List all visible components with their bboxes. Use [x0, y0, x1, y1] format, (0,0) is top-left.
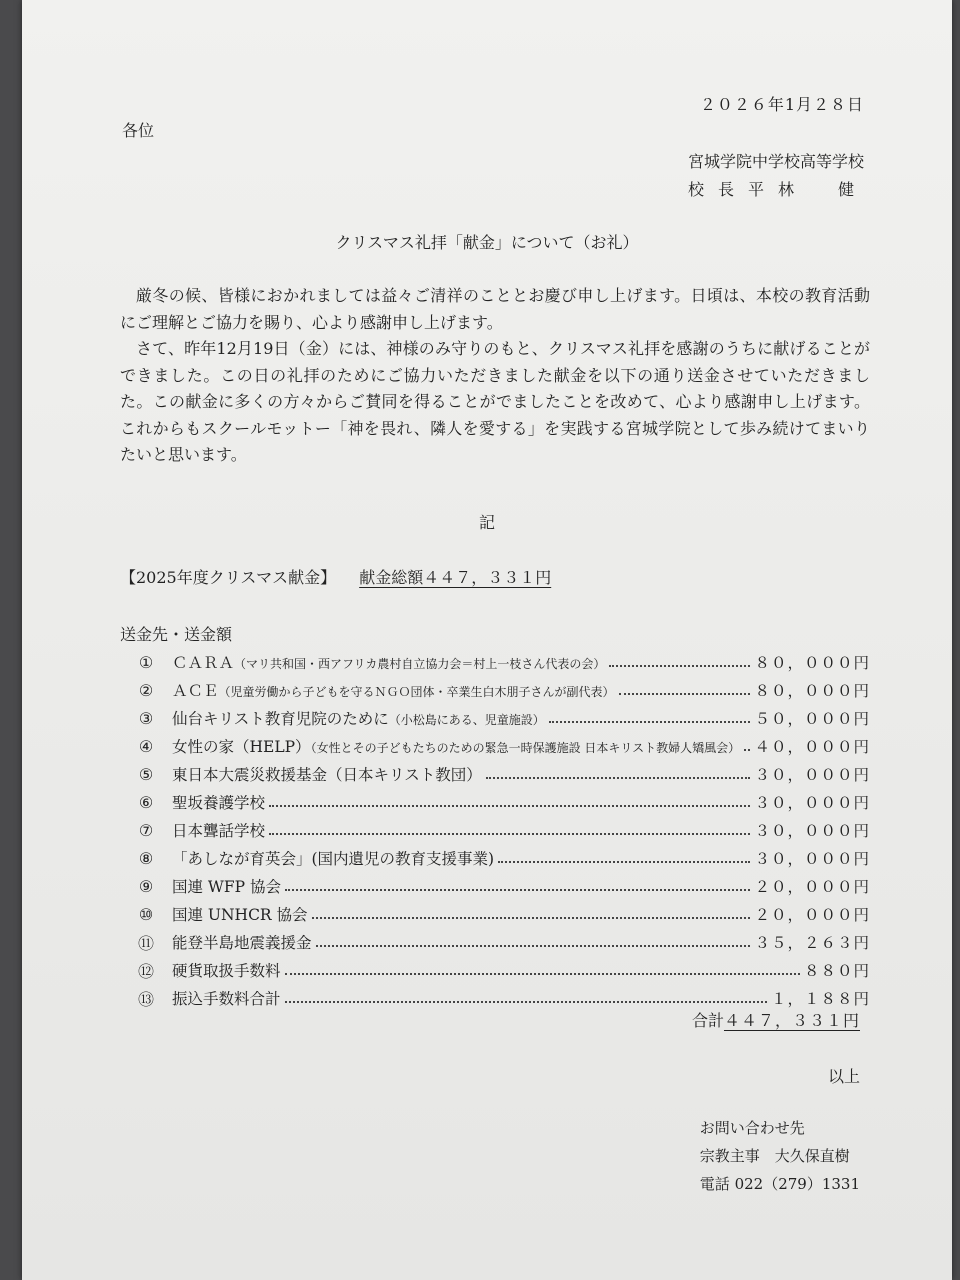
- sender-block: [688, 148, 868, 204]
- list-item: [130, 956, 870, 984]
- item-label: 日本聾話学校: [172, 822, 266, 840]
- total-heading-amount: 献金総額４４７，３３１円: [359, 568, 552, 587]
- leader-dots: [316, 945, 751, 947]
- item-label: 東日本大震災救援基金（日本キリスト教団）: [172, 766, 482, 784]
- item-label: 女性の家（HELP）（女性とその子どもたちのための緊急一時保護施設 日本キリスト教婦人矯風会）: [172, 738, 741, 756]
- list-item: [130, 844, 870, 872]
- contact-phone: 電話 022（279）1331: [699, 1175, 860, 1193]
- item-amount: ３５，２６３円: [754, 934, 870, 952]
- item-number: ①: [138, 652, 154, 672]
- item-number: ④: [138, 736, 154, 756]
- document-title: クリスマス礼拝「献金」について（お礼）: [335, 233, 639, 252]
- item-number: ⑦: [138, 820, 154, 840]
- body-paragraph: 厳冬の候、皆様におかれましては益々ご清祥のこととお慶び申し上げます。日頃は、本校の教育活動にご理解とご協力を賜り、心より感謝申し上げます。: [120, 286, 870, 332]
- item-amount: ２０，０００円: [754, 878, 870, 896]
- list-item: [130, 676, 870, 704]
- leader-dots: [498, 861, 750, 863]
- list-item: [130, 816, 870, 844]
- item-amount: ３０，０００円: [754, 822, 870, 840]
- item-amount: ２０，０００円: [754, 906, 870, 924]
- grand-total-amount: ４４７，３３１円: [723, 1011, 860, 1030]
- leader-dots: [619, 693, 751, 695]
- list-item: [130, 900, 870, 928]
- contact-block: [700, 1114, 860, 1198]
- list-heading: 送金先・送金額: [120, 625, 233, 644]
- donation-list: [130, 648, 870, 1012]
- item-number: ⑫: [137, 961, 154, 981]
- body-paragraph: さて、昨年12月19日（金）には、神様のみ守りのもと、クリスマス礼拝を感謝のうちに献げることができました。この日の礼拝のためにご協力いただきました献金を以下の通り送金させていただきました。この献金に多くの方々からご賛同を得ることがでましたことを改めて、心より感謝申し上げます。これからもスクールモットー「神を畏れ、隣人を愛する」を実践する宮城学院として歩み続けてまいりたいと思います。: [120, 339, 870, 464]
- item-number: ②: [138, 680, 154, 700]
- item-number: ⑩: [138, 904, 154, 924]
- item-number: ⑥: [138, 792, 154, 812]
- total-heading: [120, 565, 551, 588]
- list-item: [130, 704, 870, 732]
- item-amount: ５０，０００円: [754, 710, 870, 728]
- document-date: ２０２６年1月２８日: [699, 95, 864, 114]
- item-amount: ８０，０００円: [754, 654, 870, 672]
- leader-dots: [486, 777, 751, 779]
- sender-principal: 校長平林 健: [687, 180, 868, 199]
- item-amount: １，１８８円: [770, 990, 870, 1008]
- item-label: ＣＡＲＡ（マリ共和国・西アフリカ農村自立協力会＝村上一枝さん代表の会）: [172, 654, 606, 672]
- item-label: 振込手数料合計: [172, 990, 281, 1008]
- recipient: 各位: [122, 121, 155, 140]
- item-label: 硬貨取扱手数料: [172, 962, 281, 980]
- leader-dots: [285, 889, 751, 891]
- item-number: ③: [138, 708, 154, 728]
- list-item: [130, 872, 870, 900]
- item-label: 国連 WFP 協会: [172, 878, 281, 896]
- item-amount: ３０，０００円: [754, 794, 870, 812]
- item-number: ⑬: [137, 989, 154, 1009]
- item-number: ⑪: [137, 933, 154, 953]
- document-page: [22, 0, 952, 1280]
- list-item: [130, 732, 870, 760]
- item-amount: ４０，０００円: [754, 738, 870, 756]
- item-amount: ３０，０００円: [754, 766, 870, 784]
- letter-body: [120, 283, 870, 469]
- leader-dots: [549, 721, 751, 723]
- leader-dots: [269, 805, 750, 807]
- list-item: [130, 760, 870, 788]
- list-item: [130, 928, 870, 956]
- ki-heading: 記: [478, 513, 495, 532]
- item-label: 聖坂養護学校: [172, 794, 266, 812]
- leader-dots: [285, 1001, 767, 1003]
- closing-mark: 以上: [827, 1067, 860, 1086]
- grand-total: [692, 1008, 860, 1031]
- leader-dots: [609, 665, 750, 667]
- sender-school: 宮城学院中学校高等学校: [687, 152, 864, 171]
- list-item: [130, 788, 870, 816]
- item-label: 国連 UNHCR 協会: [172, 906, 308, 924]
- item-amount: ３０，０００円: [754, 850, 870, 868]
- contact-heading: お問い合わせ先: [699, 1119, 805, 1137]
- item-number: ⑧: [138, 848, 154, 868]
- leader-dots: [269, 833, 750, 835]
- list-item: [130, 648, 870, 676]
- leader-dots: [285, 973, 800, 975]
- leader-dots: [744, 749, 750, 751]
- contact-person: 宗教主事 大久保直樹: [699, 1147, 850, 1165]
- item-label: ＡＣＥ（児童労働から子どもを守るＮＧＯ団体・卒業生白木朋子さんが副代表）: [172, 682, 615, 700]
- grand-total-label: 合計: [691, 1011, 724, 1030]
- item-number: ⑤: [138, 764, 154, 784]
- item-number: ⑨: [138, 876, 154, 896]
- item-label: 仙台キリスト教育児院のために（小松島にある、児童施設）: [172, 710, 545, 728]
- item-label: 能登半島地震義援金: [172, 934, 312, 952]
- item-label: 「あしなが育英会」(国内遺児の教育支援事業): [172, 850, 495, 868]
- item-amount: ８８０円: [803, 962, 870, 980]
- item-amount: ８０，０００円: [754, 682, 870, 700]
- total-heading-label: 【2025年度クリスマス献金】: [120, 568, 337, 587]
- leader-dots: [312, 917, 751, 919]
